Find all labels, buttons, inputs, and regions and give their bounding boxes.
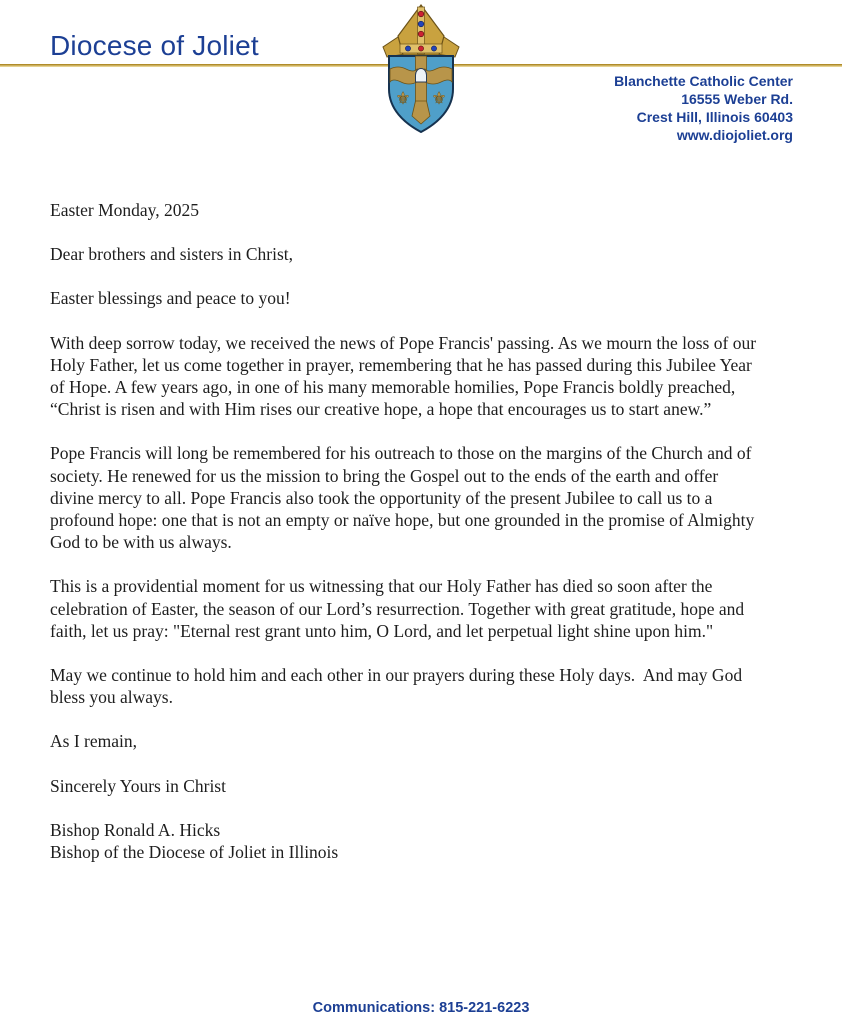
signature-title: Bishop of the Diocese of Joliet in Illinois (50, 842, 339, 863)
paragraph-4: May we continue to hold him and each other in our prayers during these Holy days. And may God bless you always. (50, 665, 747, 708)
signature-name: Bishop Ronald A. Hicks (50, 819, 221, 840)
coat-of-arms-icon (377, 3, 465, 133)
closing-line: Sincerely Yours in Christ (50, 775, 226, 796)
pre-closing: As I remain, (50, 731, 137, 752)
letter-footer (0, 1000, 842, 1016)
greeting-line: Easter blessings and peace to you! (50, 288, 291, 309)
org-name: Diocese of Joliet (50, 30, 259, 61)
website-url: www.diojoliet.org (676, 127, 793, 143)
date-line: Easter Monday, 2025 (50, 200, 200, 220)
contact-line: Communications: 815-221-6223 (312, 1000, 530, 1016)
salutation: Dear brothers and sisters in Christ, (50, 244, 294, 265)
address-line-1: Blanchette Catholic Center (614, 73, 793, 89)
address-block (614, 72, 793, 144)
paragraph-1: With deep sorrow today, we received the news of Pope Francis' passing. As we mourn the loss of our Holy Father, let us come together in prayer, remembering that he has passed during this Jubilee Year of Hope. A few years ago, in one of his many memorable homilies, Pope Francis boldly preached, “Christ is risen and with Him rises our creative hope, a hope that encourages us to start anew.” (50, 332, 761, 420)
paragraph-3: This is a providential moment for us witnessing that our Holy Father has died so soon after the celebration of Easter, the season of our Lord’s resurrection. Together with great gratitude, hope and faith, let us pray: "Eternal rest grant unto him, O Lord, and let perpetual light shine upon him." (50, 576, 749, 641)
diocese-crest-logo (377, 3, 465, 133)
paragraph-2: Pope Francis will long be remembered for his outreach to those on the margins of the Church and of society. He renewed for us the mission to bring the Gospel out to the ends of the earth and offer divine mercy to all. Pope Francis also took the opportunity of the present Jubilee to call us to a profound hope: one that is not an empty or naïve hope, but one grounded in the promise of Almighty God to be with us always. (50, 443, 759, 553)
address-line-3: Crest Hill, Illinois 60403 (636, 109, 793, 125)
svg-text:⚜: ⚜ (395, 89, 411, 109)
address-line-2: 16555 Weber Rd. (681, 91, 793, 107)
svg-text:⚜: ⚜ (431, 89, 447, 109)
letter-body (50, 199, 765, 885)
